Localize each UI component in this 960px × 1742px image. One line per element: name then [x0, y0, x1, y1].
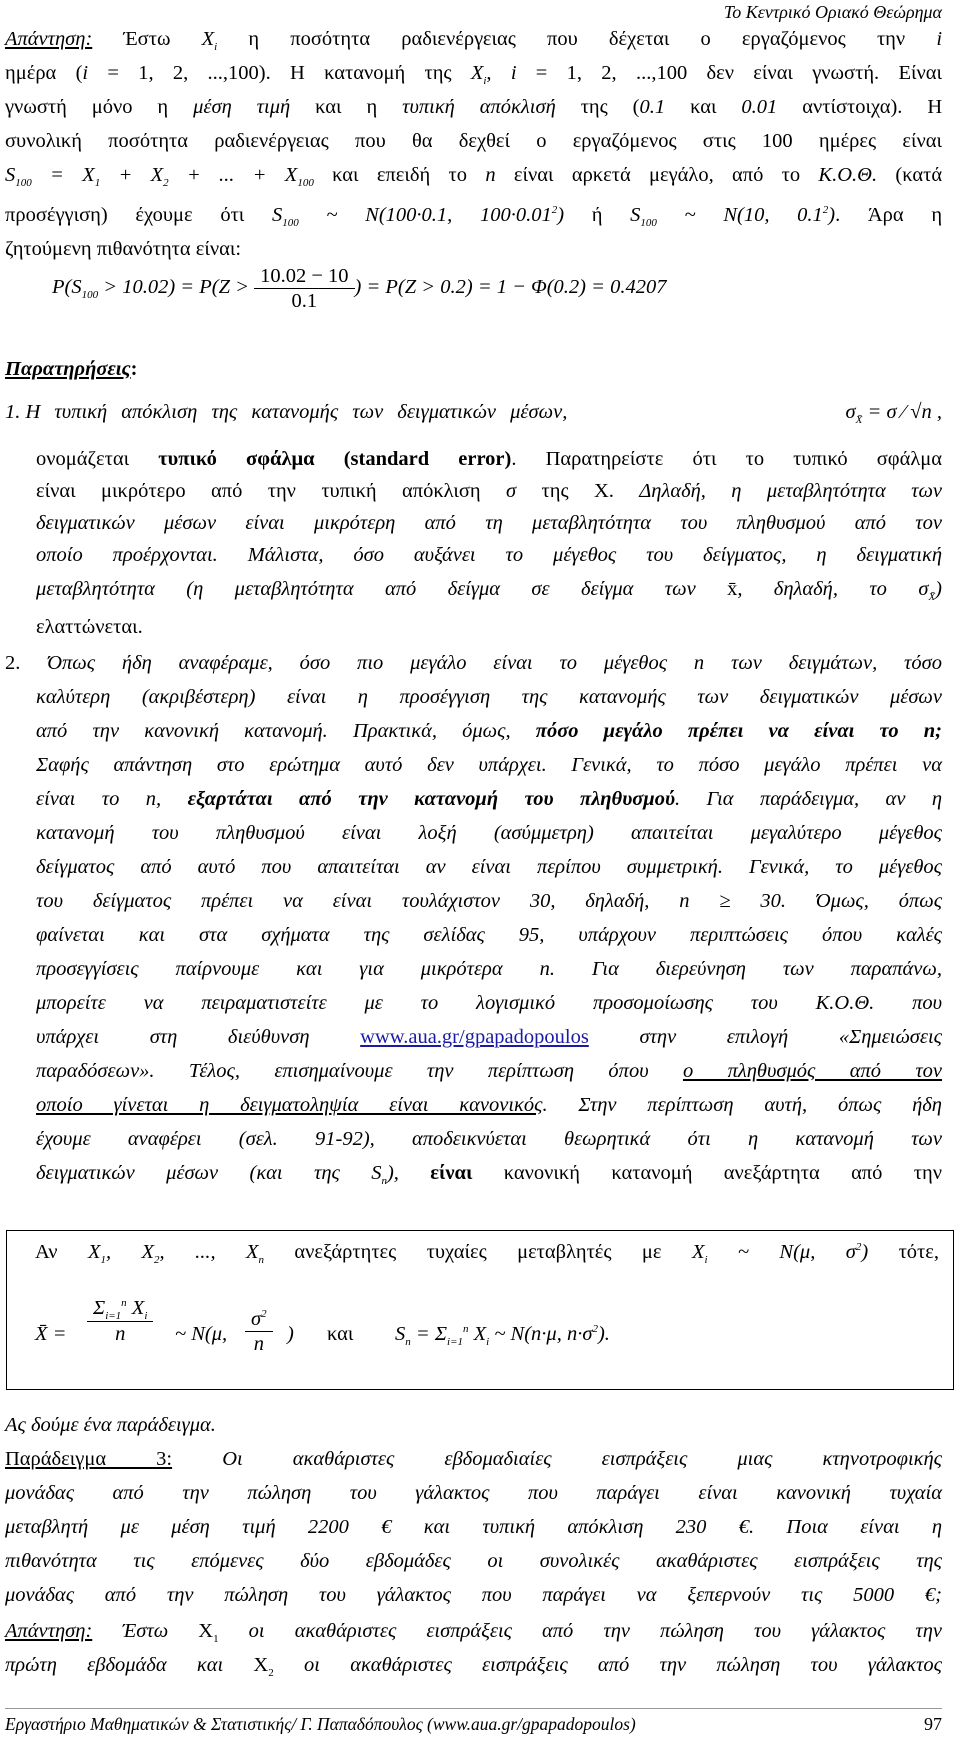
remark-2-line-12: υπάρχει στη διεύθυνση www.aua.gr/gpapadopoulos στην επιλογή «Σημειώσεις — [36, 1026, 943, 1048]
website-link[interactable]: www.aua.gr/gpapadopoulos — [360, 1026, 589, 1048]
answer-line-4: συνολική ποσότητα ραδιενέργειας που θα δεχθεί ο εργαζόμενος στις 100 ημέρες είναι — [5, 130, 942, 152]
remark-2-line-2: καλύτερη (ακριβέστερη) είναι η προσέγγιση της κατανομής των δειγματικών μέσων — [36, 686, 942, 708]
theorem-formulas: X̄ = $\frac{\Sigma_{i=1}^n X_i}{n}$ ~ N(μ, $\frac{\sigma^2}{n}$ ) και $S_n = \Sigma_{i=1}^n$ $X_i$ ~ N(n·μ, $n\cdot\sigma^2$). — [35, 1297, 610, 1355]
remark-2-line-11: μπορείτε να πειραματιστείτε με το λογισμικό προσομοίωσης του Κ.Ο.Θ. που — [36, 992, 942, 1014]
answer-line-3: γνωστή μόνο η μέση τιμή και η τυπική απόκλισή της (0.1 και 0.01 αντίστοιχα). Η — [5, 96, 943, 118]
example-answer-line-2: πρώτη εβδομάδα και $X_2$ οι ακαθάριστες εισπράξεις από την πώληση του γάλακτος — [5, 1654, 942, 1679]
remark-2-line-3: από την κανονική κατανομή. Πρακτικά, όμως, πόσο μεγάλο πρέπει να είναι το n; — [36, 720, 942, 742]
example-line-1: Παράδειγμα 3: Οι ακαθάριστες εβδομαδιαίες εισπράξεις μιας κτηνοτροφικής — [5, 1448, 942, 1470]
remark-1-line-5: οποίο προέρχονται. Μάλιστα, όσο αυξάνει το μέγεθος του δείγματος, η δειγματική — [36, 544, 942, 566]
remark-1-line-1: 1. Η τυπική απόκλιση της κατανομής των δειγματικών μέσων, $\sigma_{X̄} = \sigma$ ⁄ √n , — [5, 392, 942, 432]
remark-2-line-9: φαίνεται και στα σχήματα της σελίδας 95, υπάρχουν περιπτώσεις όπου καλές — [36, 924, 942, 946]
answer-line-2: ημέρα (i = 1, 2, ...,100). Η κατανομή της $X_i$, i = 1, 2, ...,100 δεν είναι γνωστή. Είναι — [5, 62, 943, 87]
remark-2-line-16: δειγματικών μέσων (και της $S_n$), είναι κανονική κατανομή ανεξάρτητα από την — [36, 1162, 943, 1187]
remark-1-line-3: είναι μικρότερο από την τυπική απόκλιση σ της Χ. Δηλαδή, η μεταβλητότητα των — [36, 480, 943, 502]
remark-1-line-7: ελαττώνεται. — [36, 616, 143, 638]
example-intro: Ας δούμε ένα παράδειγμα. — [5, 1414, 216, 1436]
theorem-box — [6, 1230, 954, 1390]
mean-fraction: $\frac{\Sigma_{i=1}^n X_i}{n}$ — [87, 1295, 153, 1346]
remarks-title: Παρατηρήσεις: — [5, 358, 138, 380]
remark-2-line-8: του δείγματος πρέπει να είναι τουλάχιστον 30, δηλαδή, n ≥ 30. Όμως, όπως — [36, 890, 943, 912]
remark-2-line-6: κατανομή του πληθυσμού είναι λοξή (ασύμμετρη) απαιτείται μεγαλύτερο μέγεθος — [36, 822, 942, 844]
remark-2-line-14: οποίο γίνεται η δειγματοληψία είναι κανονικός. Στην περίπτωση αυτή, όπως ήδη — [36, 1094, 942, 1116]
answer-line-6: προσέγγιση) έχουμε ότι $S_{100}$ ~ N(100·0.1, $100\cdot 0.01^2$) ή $S_{100}$ ~ N(10, $0.1^2$). Άρα η — [5, 204, 943, 229]
running-header: Το Κεντρικό Οριακό Θεώρημα — [723, 2, 942, 22]
z-fraction: $\frac{10.02 - 10}{0.1}$ — [254, 264, 354, 313]
remark-1-line-4: δειγματικών μέσων είναι μικρότερη από τη μεταβλητότητα του πληθυσμού από τον — [36, 512, 942, 534]
example-line-2: μονάδας από την πώληση του γάλακτος που παράγει είναι κανονική τυχαία — [5, 1482, 942, 1504]
remark-2-line-13: παραδόσεων». Τέλος, επισημαίνουμε την περίπτωση όπου ο πληθυσμός από τον — [36, 1060, 943, 1082]
answer-line-7: ζητούμενη πιθανότητα είναι: — [5, 238, 242, 260]
remark-1-line-2: ονομάζεται τυπικό σφάλμα (standard error). Παρατηρείστε ότι το τυπικό σφάλμα — [36, 448, 942, 470]
remark-2-line-4: Σαφής απάντηση στο ερώτημα αυτό δεν υπάρχει. Γενικά, το πόσο μεγάλο πρέπει να — [36, 754, 942, 776]
remark-2-line-15: έχουμε αναφέρει (σελ. 91-92), αποδεικνύεται θεωρητικά ότι η κατανομή των — [36, 1128, 942, 1150]
remark-2-line-5: είναι το n, εξαρτάται από την κατανομή του πληθυσμού. Για παράδειγμα, αν η — [36, 788, 943, 810]
page-number: 97 — [924, 1714, 942, 1734]
probability-calculation: $P(S_{100} > 10.02) = P(Z$ > $\frac{10.02 - 10}{0.1}$ ) = P(Z > 0.2) = 1 − Φ(0.2) = 0.4207 — [52, 264, 667, 312]
remark-2-line-1: 2. Όπως ήδη αναφέραμε, όσο πιο μεγάλο είναι το μέγεθος n των δειγμάτων, τόσο — [5, 652, 942, 674]
remark-2-line-10: προσεγγίσεις παίρνουμε και για μικρότερα n. Για διερεύνηση των παραπάνω, — [36, 958, 942, 980]
sum-formula: $S_{100} = X_1 + X_2$ + ... + $X_{100}$ — [5, 164, 314, 189]
answer-line-5: $S_{100} = X_1 + X_2$ + ... + $X_{100}$ και επειδή το n είναι αρκετά μεγάλο, από το Κ.Ο.Θ. (κατά — [5, 164, 943, 189]
theorem-line-1: Αν $X_1$, $X_2$, ..., $X_n$ ανεξάρτητες τυχαίες μεταβλητές με $X_i$ ~ N(μ, $\sigma^2$) τότε, — [35, 1241, 940, 1266]
example-line-4: πιθανότητα τις επόμενες δύο εβδομάδες οι συνολικές ακαθάριστες εισπράξεις της — [5, 1550, 942, 1572]
answer-label: Απάντηση: — [5, 28, 93, 50]
example-answer-line-1: Απάντηση: Έστω $X_1$ οι ακαθάριστες εισπράξεις από την πώληση του γάλακτος την — [5, 1620, 943, 1645]
remark-1-line-6: μεταβλητότητα (η μεταβλητότητα από δείγμα σε δείγμα των x̄, δηλαδή, το $\sigma_{X̄}$) — [36, 578, 942, 603]
answer-line-1: Απάντηση: Έστω $X_i$ η ποσότητα ραδιενέργειας που δέχεται ο εργαζόμενος την i — [5, 28, 943, 53]
footer-rule — [5, 1708, 942, 1709]
standard-error-formula: $\sigma_{X̄} = \sigma$ ⁄ √n , — [845, 401, 942, 426]
remark-2-line-7: δείγματος από αυτό που απαιτείται αν είναι περίπου συμμετρική. Γενικά, το μέγεθος — [36, 856, 942, 878]
example-line-5: μονάδας από την πώληση του γάλακτος που παράγει να ξεπερνούν τις 5000 €; — [5, 1584, 942, 1606]
footer-text: Εργαστήριο Μαθηματικών & Στατιστικής/ Γ. Παπαδόπουλος (www.aua.gr/gpapadopoulos) — [5, 1714, 636, 1734]
example-line-3: μεταβλητή με μέση τιμή 2200 € και τυπική απόκλιση 230 €. Ποια είναι η — [5, 1516, 942, 1538]
